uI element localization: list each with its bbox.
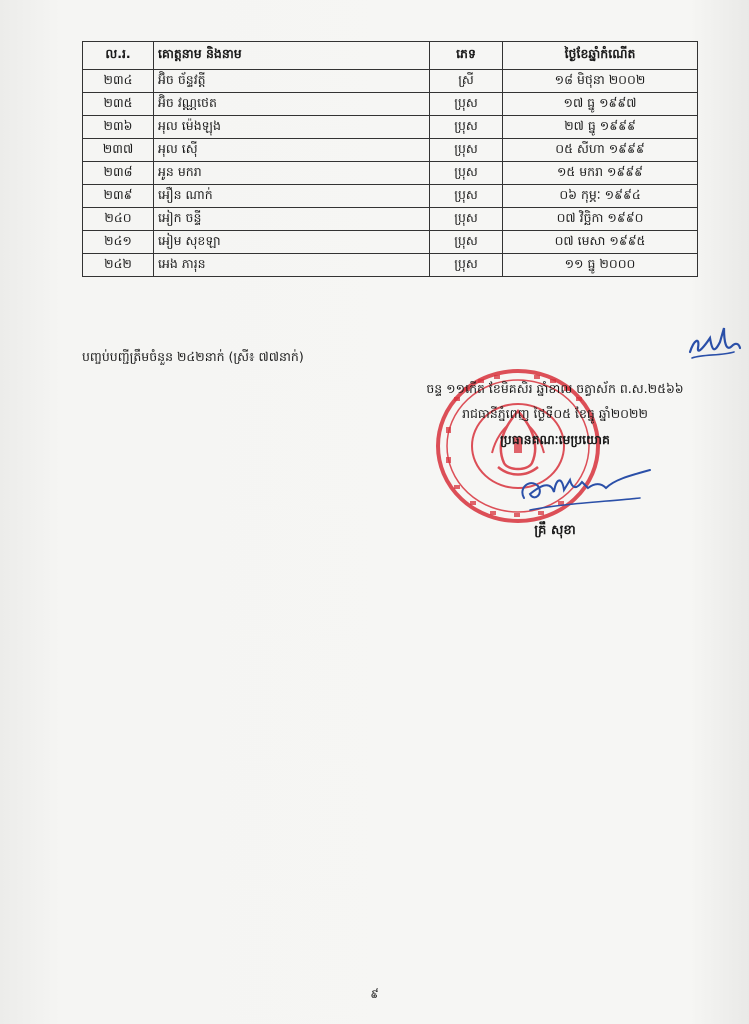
cell-sex: ប្រុស [430, 116, 503, 139]
cell-dob: ១៨ មិថុនា ២០០២ [503, 70, 698, 93]
cell-sex: ប្រុស [430, 231, 503, 254]
cell-dob: ១១ ធ្នូ ២០០០ [503, 254, 698, 277]
table-row [83, 162, 698, 185]
signer-name: គ្រឹ សុខា [534, 523, 576, 538]
cell-dob: ០៥ សីហា ១៩៩៩ [503, 139, 698, 162]
cell-name: អេង ភារុន [154, 254, 430, 277]
cell-dob: ០៧ វិច្ឆិកា ១៩៩០ [503, 208, 698, 231]
cell-number: ២៤២ [83, 254, 154, 277]
cell-number: ២៣៤ [83, 70, 154, 93]
cell-name: អ៊ិច វណ្ណថេត [154, 93, 430, 116]
signer-role: ប្រធានគណៈមេប្រយោគ [500, 432, 610, 447]
table-row [83, 208, 698, 231]
cell-name: អុល ស៊ើ [154, 139, 430, 162]
table-header-row [83, 42, 698, 70]
cell-number: ២៤១ [83, 231, 154, 254]
cell-name: អ៊ិច ច័ន្ទវត្តី [154, 70, 430, 93]
cell-dob: ១៧ ធ្នូ ១៩៩៧ [503, 93, 698, 116]
table-row [83, 139, 698, 162]
cell-name: អុល ម៉េងឡុង [154, 116, 430, 139]
cell-dob: ០៧ មេសា ១៩៩៥ [503, 231, 698, 254]
cell-dob: ២៧ ធ្នូ ១៩៩៩ [503, 116, 698, 139]
candidate-table [82, 41, 698, 277]
cell-name: អៀក ចន្ទី [154, 208, 430, 231]
cell-number: ២៣៧ [83, 139, 154, 162]
table-row [83, 93, 698, 116]
cell-dob: ១៥ មករា ១៩៩៩ [503, 162, 698, 185]
table-row [83, 116, 698, 139]
lunar-date-line: ចន្ទ ១១កើត ខែមិគសិរ ឆ្នាំខាល ចត្វាស័ក ព.ស.២៥៦៦ [426, 381, 684, 396]
table-row [83, 70, 698, 93]
cell-name: អៀម សុខឡា [154, 231, 430, 254]
table-body [83, 70, 698, 277]
cell-sex: ប្រុស [430, 185, 503, 208]
cell-sex: ប្រុស [430, 139, 503, 162]
cell-sex: ប្រុស [430, 93, 503, 116]
cell-number: ២៣៥ [83, 93, 154, 116]
header-number: ល.រ. [83, 42, 154, 70]
table-row [83, 231, 698, 254]
cell-sex: ស្រី [430, 70, 503, 93]
cell-number: ២៣៩ [83, 185, 154, 208]
cell-number: ២៤០ [83, 208, 154, 231]
page-number: ៩ [370, 987, 379, 1001]
cell-number: ២៣៦ [83, 116, 154, 139]
total-note: បញ្ចប់បញ្ជីត្រឹមចំនួន ២៤២នាក់ (ស្រី៖ ៧៧នាក់) [82, 349, 304, 364]
cell-name: អូន មករា [154, 162, 430, 185]
place-date-line: រាជធានីភ្នំពេញ ថ្ងៃទី០៥ ខែធ្នូ ឆ្នាំ២០២២ [462, 406, 648, 421]
cell-name: អឿន ណាក់ [154, 185, 430, 208]
cell-dob: ០៦ កុម្ភៈ ១៩៩៤ [503, 185, 698, 208]
cell-sex: ប្រុស [430, 162, 503, 185]
initials-signature [684, 318, 744, 366]
cell-sex: ប្រុស [430, 208, 503, 231]
header-sex: ភេទ [430, 42, 503, 70]
table-row [83, 254, 698, 277]
cell-number: ២៣៨ [83, 162, 154, 185]
head-signature [510, 458, 660, 518]
table-row [83, 185, 698, 208]
cell-sex: ប្រុស [430, 254, 503, 277]
header-dob: ថ្ងៃខែឆ្នាំកំណើត [503, 42, 698, 70]
header-name: គោត្តនាម និងនាម [154, 42, 430, 70]
